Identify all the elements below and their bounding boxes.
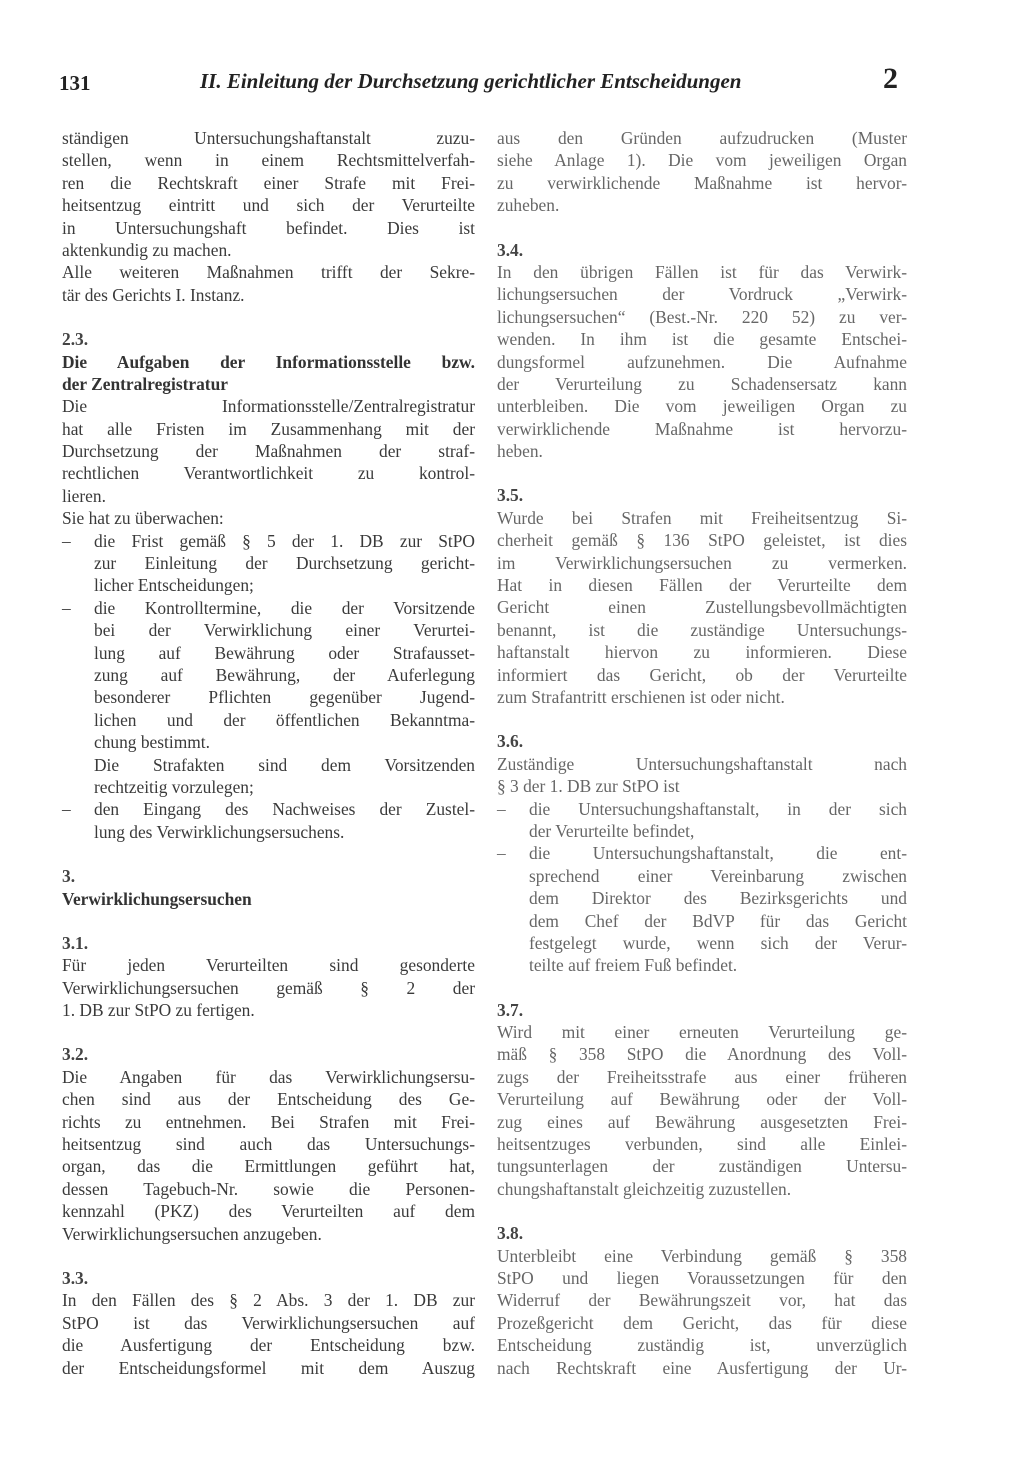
section-3-4 — [497, 239, 907, 463]
list-item — [62, 798, 475, 843]
text-line: Hat in diesen Fällen der Verurteilte dem — [497, 575, 907, 596]
section-3-7 — [497, 999, 907, 1201]
text-line: die Untersuchungshaftanstalt, in der sich — [529, 798, 907, 819]
text-line: Für jeden Verurteilten sind gesonderte — [62, 955, 475, 976]
page-header — [0, 0, 1024, 110]
running-title: II. Einleitung der Durchsetzung gerichtlicher Entscheidungen — [200, 69, 742, 93]
text-line: informiert das Gericht, ob der Verurteilte — [497, 664, 907, 685]
list-item — [62, 597, 475, 799]
text-line: lung auf Bewährung oder Strafausset- — [94, 642, 475, 663]
text-line: lichen und der öffentlichen Bekanntma- — [94, 709, 475, 730]
text-line: die Frist gemäß § 5 der 1. DB zur StPO — [94, 530, 475, 551]
section-3-2 — [62, 1043, 475, 1245]
text-line: lung des Verwirklichungsersuchens. — [94, 821, 345, 842]
text-line: Wurde bei Strafen mit Freiheitsentzug Si- — [497, 507, 907, 528]
dash-bullet: – — [497, 798, 506, 819]
list-item — [497, 798, 907, 843]
text-line: lieren. — [62, 485, 106, 506]
text-line: besonderer Pflichten gegenüber Jugend- — [94, 687, 475, 708]
text-line: siehe Anlage 1). Die vom jeweiligen Organ — [497, 150, 907, 171]
text-line: zum Strafantritt erschienen ist oder nicht. — [497, 686, 785, 707]
text-line: die Kontrolltermine, die der Vorsitzende — [94, 597, 475, 618]
section-number: 3.4. — [497, 239, 524, 260]
text-line: Durchsetzung der Maßnahmen der straf- — [62, 441, 475, 462]
section-3-3 — [62, 1267, 475, 1379]
text-line: zung auf Bewährung, der Auferlegung — [94, 664, 475, 685]
text-line: die Untersuchungshaftanstalt, die ent- — [529, 843, 907, 864]
text-line: im Verwirklichungsersuchen zu vermerken. — [497, 552, 907, 573]
text-line: Die Angaben für das Verwirklichungsersu- — [62, 1066, 475, 1087]
text-line: Wird mit einer erneuten Verurteilung ge- — [497, 1022, 907, 1043]
text-line: dem Chef der BdVP für das Gericht — [529, 910, 907, 931]
text-line: haftanstalt hiervon zu informieren. Diese — [497, 642, 907, 663]
section-3-8 — [497, 1222, 907, 1379]
text-line: Die Informationsstelle/Zentralregistratur — [62, 396, 475, 417]
text-line: chung bestimmt. — [94, 732, 210, 753]
text-line: festgelegt wurde, wenn sich der Verur- — [529, 932, 907, 953]
section-number: 3.8. — [497, 1223, 524, 1244]
text-line: sprechend einer Vereinbarung zwischen — [529, 865, 907, 886]
section-number: 3.6. — [497, 731, 524, 752]
text-line: Die Strafakten sind dem Vorsitzenden — [94, 754, 475, 775]
text-line: der Verurteilte befindet, — [529, 820, 695, 841]
text-line: cherheit gemäß § 136 StPO geleistet, ist dies — [497, 530, 907, 551]
section-2-3 — [62, 328, 475, 843]
text-line: der Verurteilung zu Schadensersatz kann — [497, 373, 907, 394]
text-line: organ, das die Ermittlungen geführt hat, — [62, 1156, 475, 1177]
text-line: teilte auf freiem Fuß befindet. — [529, 955, 738, 976]
section-number: 3. — [62, 866, 76, 887]
dash-bullet: – — [62, 799, 71, 820]
text-line: aktenkundig zu machen. — [62, 239, 232, 260]
text-line: benannt, ist die zuständige Untersuchungs- — [497, 619, 907, 640]
text-line: zur Einleitung der Durchsetzung gericht- — [94, 553, 475, 574]
section-number: 3.3. — [62, 1267, 89, 1288]
text-line: Unterbleibt eine Verbindung gemäß § 358 — [497, 1245, 907, 1266]
list-item — [497, 842, 907, 976]
text-line: mäß § 358 StPO die Anordnung des Voll- — [497, 1044, 907, 1065]
text-line: zug eines auf Bewährung ausgesetzten Frei- — [497, 1111, 907, 1132]
dash-bullet: – — [497, 843, 506, 864]
text-line: In den übrigen Fällen ist für das Verwirk- — [497, 261, 907, 282]
text-line: zugs der Freiheitsstrafe aus einer früheren — [497, 1066, 907, 1087]
section-3-6 — [497, 730, 907, 976]
dash-bullet: – — [62, 530, 71, 551]
text-line: tär des Gerichts I. Instanz. — [62, 284, 245, 305]
section-number: 3.2. — [62, 1044, 89, 1065]
text-line: richts zu entnehmen. Bei Strafen mit Frei- — [62, 1111, 475, 1132]
section-number: 3.1. — [62, 932, 89, 953]
text-line: chen sind aus der Entscheidung des Ge- — [62, 1089, 475, 1110]
section-heading: der Zentralregistratur — [62, 373, 228, 394]
text-line: zu verwirklichende Maßnahme ist hervor- — [497, 172, 907, 193]
text-line: Verwirklichungsersuchen anzugeben. — [62, 1223, 322, 1244]
text-line: heitsentzug sind auch das Untersuchungs- — [62, 1134, 475, 1155]
text-line: die Ausfertigung der Entscheidung bzw. — [62, 1335, 475, 1356]
text-line: StPO ist das Verwirklichungsersuchen auf — [62, 1312, 475, 1333]
text-line: § 3 der 1. DB zur StPO ist — [497, 776, 680, 797]
text-line: lichungsersuchen der Vordruck „Verwirk- — [497, 284, 907, 305]
left-column — [62, 127, 475, 1379]
text-line: hat alle Fristen im Zusammenhang mit der — [62, 418, 475, 439]
text-line: wenden. In ihm ist die gesamte Entschei- — [497, 329, 907, 350]
text-line: heitsentzug eintritt und sich der Verurteilte — [62, 195, 475, 216]
text-line: Prozeßgericht dem Gericht, das für diese — [497, 1312, 907, 1333]
text-line: den Eingang des Nachweises der Zustel- — [94, 799, 475, 820]
text-line: Verurteilung auf Bewährung oder der Voll- — [497, 1089, 907, 1110]
text-line: Zuständige Untersuchungshaftanstalt nach — [497, 753, 907, 774]
text-line: StPO und liegen Voraussetzungen für den — [497, 1267, 907, 1288]
section-3-1 — [62, 932, 475, 1022]
text-line: ständigen Untersuchungshaftanstalt zuzu- — [62, 128, 475, 148]
text-line: aus den Gründen aufzudrucken (Muster — [497, 128, 907, 148]
section-3 — [62, 865, 475, 910]
text-line: chungshaftanstalt gleichzeitig zuzustellen. — [497, 1178, 792, 1199]
text-line: kennzahl (PKZ) des Verurteilten auf dem — [62, 1201, 475, 1222]
text-line: Gericht einen Zustellungsbevollmächtigten — [497, 597, 907, 618]
section-3-5 — [497, 484, 907, 708]
text-line: Verwirklichungsersuchen gemäß § 2 der — [62, 977, 475, 998]
chapter-number: 2 — [883, 62, 898, 95]
text-line: Sie hat zu überwachen: — [62, 508, 224, 529]
section-heading: Verwirklichungsersuchen — [62, 888, 252, 909]
page-number: 131 — [59, 71, 91, 95]
text-line: In den Fällen des § 2 Abs. 3 der 1. DB zur — [62, 1290, 475, 1311]
section-heading: Die Aufgaben der Informationsstelle bzw. — [62, 351, 475, 372]
continued-paragraph — [497, 127, 907, 217]
text-line: ren die Rechtskraft einer Strafe mit Frei- — [62, 172, 475, 193]
text-line: Alle weiteren Maßnahmen trifft der Sekre- — [62, 262, 475, 283]
text-line: dungsformel aufzunehmen. Die Aufnahme — [497, 351, 907, 372]
dash-bullet: – — [62, 597, 71, 618]
text-line: heben. — [497, 441, 543, 462]
text-line: tungsunterlagen der zuständigen Untersu- — [497, 1156, 907, 1177]
section-number: 2.3. — [62, 329, 89, 350]
text-line: Entscheidung zuständig ist, unverzüglich — [497, 1335, 907, 1356]
text-line: zuheben. — [497, 195, 560, 216]
text-line: rechtzeitig vorzulegen; — [94, 776, 254, 797]
list-item — [62, 530, 475, 597]
text-line: stellen, wenn in einem Rechtsmittelverfah- — [62, 150, 475, 171]
text-line: unterbleiben. Die vom jeweiligen Organ zu — [497, 396, 907, 417]
text-line: der Entscheidungsformel mit dem Auszug — [62, 1357, 475, 1378]
text-line: dem Direktor des Bezirksgerichts und — [529, 888, 907, 909]
text-line: 1. DB zur StPO zu fertigen. — [62, 1000, 255, 1021]
text-line: nach Rechtskraft eine Ausfertigung der Ur- — [497, 1357, 907, 1378]
text-line: verwirklichende Maßnahme ist hervorzu- — [497, 418, 907, 439]
text-line: Widerruf der Bewährungszeit vor, hat das — [497, 1290, 907, 1311]
text-line: lichungsersuchen“ (Best.-Nr. 220 52) zu ver- — [497, 306, 907, 327]
text-line: in Untersuchungshaft befindet. Dies ist — [62, 217, 475, 238]
text-line: dessen Tagebuch-Nr. sowie die Personen- — [62, 1178, 475, 1199]
text-line: bei der Verwirklichung einer Verurtei- — [94, 620, 475, 641]
section-number: 3.7. — [497, 999, 524, 1020]
intro-paragraph — [62, 127, 475, 306]
text-line: licher Entscheidungen; — [94, 575, 254, 596]
text-line: rechtlichen Verantwortlichkeit zu kontrol- — [62, 463, 475, 484]
text-line: heitsentzuges verbunden, sind alle Einlei- — [497, 1134, 907, 1155]
right-column — [497, 127, 907, 1379]
section-number: 3.5. — [497, 485, 524, 506]
